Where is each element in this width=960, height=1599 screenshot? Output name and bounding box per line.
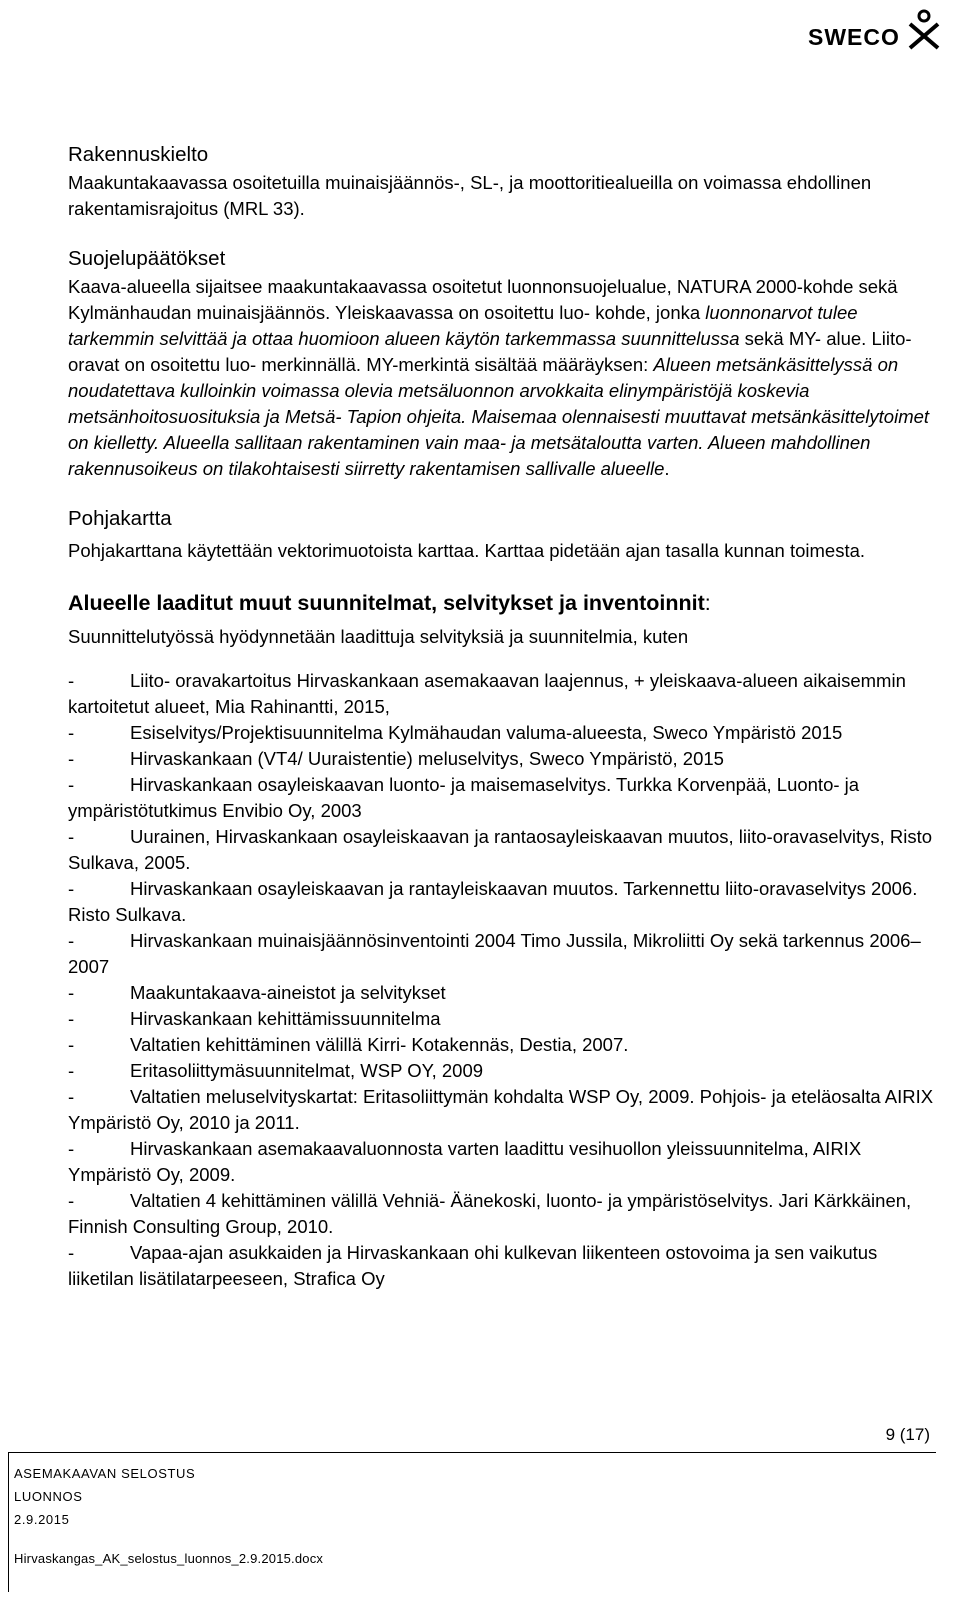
list-bullet: - xyxy=(68,1008,75,1029)
footer-divider xyxy=(8,1452,936,1453)
footer-date: 2.9.2015 xyxy=(14,1512,70,1527)
list-item: - Hirvaskankaan (VT4/ Uuraistentie) meluselvitys, Sweco Ympäristö, 2015 xyxy=(68,746,934,772)
list-item: - Hirvaskankaan muinaisjäännösinventointi 2004 Timo Jussila, Mikroliitti Oy sekä tarkennus 2006–2007 xyxy=(68,930,921,977)
paragraph-pohjakartta: Pohjakarttana käytettään vektorimuotoista karttaa. Karttaa pidetään ajan tasalla kunnan toimesta. xyxy=(68,540,866,561)
list-bullet: - xyxy=(68,826,75,847)
list-bullet: - xyxy=(68,1138,75,1159)
suojelu-text-3: . xyxy=(664,458,670,479)
list-item: - Hirvaskankaan osayleiskaavan luonto- ja maisemaselvitys. Turkka Korvenpää, Luonto- ja ympäristötutkimus Envibio Oy, 2003 xyxy=(68,774,860,821)
list-bullet: - xyxy=(68,670,75,691)
footer-doc-title: ASEMAKAAVAN SELOSTUS xyxy=(14,1466,196,1481)
list-bullet: - xyxy=(68,1190,75,1211)
list-bullet: - xyxy=(68,1034,75,1055)
suojelu-text-1: Kaava-alueella sijaitsee maakuntakaavassa osoitetut luonnonsuojelualue, NATURA 2000-kohde sekä Kylmänhaudan muinaisjäännös. Yleiskaavassa on osoitettu luo- kohde, jonka xyxy=(68,276,898,323)
footer-divider-vertical xyxy=(8,1452,9,1592)
list-item: - Hirvaskankaan asemakaavaluonnosta varten laadittu vesihuollon yleissuunnitelma, AIRIX Ympäristö Oy, 2009. xyxy=(68,1138,862,1185)
footer-status: LUONNOS xyxy=(14,1489,83,1504)
list-bullet: - xyxy=(68,982,75,1003)
heading-selvitykset xyxy=(68,588,934,618)
page-number: 9 (17) xyxy=(885,1425,930,1444)
reports-list xyxy=(68,668,934,1292)
suojelu-text-2: sekä MY- alue. Liito-oravat on osoitettu luo- merkinnällä. MY-merkintä sisältää määräyksen: xyxy=(68,328,912,375)
list-item: - Eritasoliittymäsuunnitelmat, WSP OY, 2009 xyxy=(68,1058,934,1084)
suojelu-italic-1: luonnonarvot tulee tarkemmin selvittää ja ottaa huomioon alueen käytön tarkemmassa suunnittelussa xyxy=(68,302,858,349)
list-item: - Hirvaskankaan kehittämissuunnitelma xyxy=(68,1006,934,1032)
list-item: - Liito- oravakartoitus Hirvaskankaan asemakaavan laajennus, + yleiskaava-alueen aikaisemmin kartoitetut alueet, Mia Rahinantti, 2015, xyxy=(68,670,906,717)
list-bullet: - xyxy=(68,722,75,743)
list-bullet: - xyxy=(68,748,75,769)
heading-suojelupaatokset: Suojelupäätökset xyxy=(68,247,226,270)
list-item: - Vapaa-ajan asukkaiden ja Hirvaskankaan ohi kulkevan liikenteen ostovoima ja sen vaikutus liiketilan lisätilatarpeeseen, Strafica Oy xyxy=(68,1242,878,1289)
list-item: - Maakuntakaava-aineistot ja selvitykset xyxy=(68,980,934,1006)
paragraph-suojelupaatokset xyxy=(68,274,934,482)
list-item: - Valtatien 4 kehittäminen välillä Vehniä- Äänekoski, luonto- ja ympäristöselvitys. Jari Kärkkäinen, Finnish Consulting Group, 2010. xyxy=(68,1190,912,1237)
paragraph-selvitykset-intro: Suunnittelutyössä hyödynnetään laadittuja selvityksiä ja suunnitelmia, kuten xyxy=(68,626,689,647)
paragraph-rakennuskielto: Maakuntakaavassa osoitetuilla muinaisjäännös-, SL-, ja moottoritiealueilla on voimassa ehdollinen rakentamisrajoitus (MRL 33). xyxy=(68,172,872,219)
sweco-logo xyxy=(800,8,950,54)
list-item: - Hirvaskankaan osayleiskaavan ja rantayleiskaavan muutos. Tarkennettu liito-oravaselvitys 2006. Risto Sulkava. xyxy=(68,878,918,925)
footer-filename: Hirvaskangas_AK_selostus_luonnos_2.9.2015.docx xyxy=(14,1551,324,1566)
heading-pohjakartta: Pohjakartta xyxy=(68,507,172,530)
list-bullet: - xyxy=(68,1242,75,1263)
list-bullet: - xyxy=(68,930,75,951)
selvitykset-heading-colon: : xyxy=(704,591,711,615)
list-bullet: - xyxy=(68,774,75,795)
list-item: - Uurainen, Hirvaskankaan osayleiskaavan ja rantaosayleiskaavan muutos, liito-oravaselvitys, Risto Sulkava, 2005. xyxy=(68,826,933,873)
document-body xyxy=(68,140,934,1292)
list-bullet: - xyxy=(68,878,75,899)
list-bullet: - xyxy=(68,1086,75,1107)
list-item: - Esiselvitys/Projektisuunnitelma Kylmähaudan valuma-alueesta, Sweco Ympäristö 2015 xyxy=(68,720,934,746)
logo-text: SWECO xyxy=(808,24,900,50)
list-item: - Valtatien meluselvityskartat: Eritasoliittymän kohdalta WSP Oy, 2009. Pohjois- ja eteläosalta AIRIX Ympäristö Oy, 2010 ja 2011. xyxy=(68,1086,934,1133)
heading-rakennuskielto: Rakennuskielto xyxy=(68,143,209,166)
sweco-emblem-icon xyxy=(904,8,944,50)
suojelu-italic-2: Alueen metsänkäsittelyssä on noudatettava kulloinkin voimassa olevia metsäluonnon arvokkaita elinympäristöjä koskevia metsänhoitosuosituksia ja Metsä- Tapion ohjeita. Maisemaa olennaisesti muuttavat metsänkäsittelytoimet on kielletty. Alueella sallitaan rakentaminen vain maa- ja metsätaloutta varten. Alueen mahdollinen rakennusoikeus on tilakohtaisesti siirretty rakentamisen sallivalle alueelle xyxy=(68,354,930,479)
selvitykset-heading-text: Alueelle laaditut muut suunnitelmat, selvitykset ja inventoinnit xyxy=(68,591,705,615)
list-item: - Valtatien kehittäminen välillä Kirri- Kotakennäs, Destia, 2007. xyxy=(68,1032,934,1058)
list-bullet: - xyxy=(68,1060,75,1081)
